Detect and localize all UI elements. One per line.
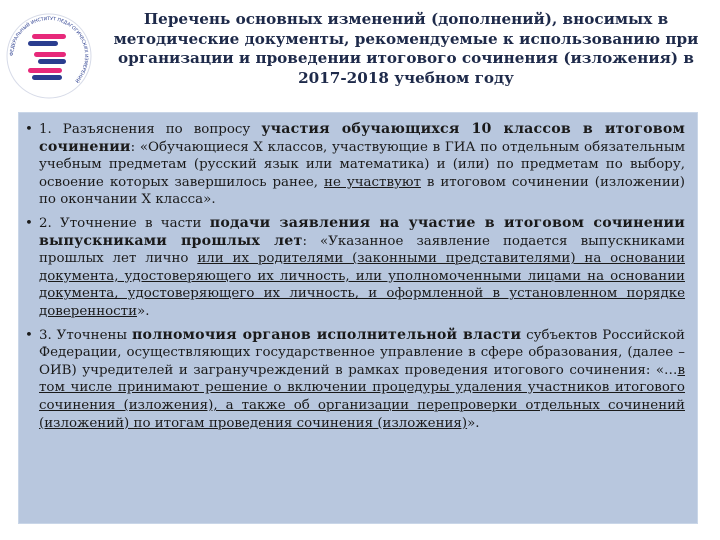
underlined-text: не участвуют	[324, 174, 421, 190]
emphasis-text: полномочия органов исполнительной власти	[131, 326, 522, 343]
item-text: Уточнены	[51, 327, 132, 343]
item-text: ».	[467, 415, 480, 431]
list-item	[25, 121, 686, 209]
item-text: Разъяснения по вопросу	[51, 122, 262, 137]
logo-stripe	[32, 34, 66, 39]
institute-logo	[4, 8, 94, 104]
emphasis-text: подачи заявления на участие в итоговом сочинении выпускниками прошлых лет	[39, 214, 686, 249]
bullet-icon: •	[25, 215, 33, 231]
item-text: Уточнение в части	[51, 215, 210, 231]
logo-stripe	[28, 41, 58, 46]
logo-emblem	[28, 34, 66, 80]
item-number: 2.	[39, 215, 52, 231]
item-text: в итоговом сочинении (изложении) по окончании X класса».	[39, 174, 686, 208]
underlined-text: или их родителями (законными представителями) на основании документа, удостоверяющего их личность, или уполномоченными лицами на основании документа, удостоверяющего их личность, и оформленной в установленном порядке доверенности	[39, 251, 685, 319]
item-text: : «Указанное заявление подается выпускниками прошлых лет лично	[39, 233, 685, 267]
content-panel	[18, 112, 698, 524]
item-number: 3.	[39, 327, 52, 343]
item-number: 1.	[39, 122, 52, 137]
bullet-icon: •	[25, 327, 33, 343]
logo-caption: ФЕДЕРАЛЬНЫЙ ИНСТИТУТ ПЕДАГОГИЧЕСКИХ ИЗМЕРЕНИЙ	[9, 16, 89, 83]
emphasis-text: участия обучающихся 10 классов в итоговом сочинении	[39, 121, 686, 155]
logo-stripe	[32, 75, 62, 80]
item-text: : «Обучающиеся X классов, участвующие в ГИА по отдельным обязательным учебным предметам (русский язык или математика) и (или) по предметам по выбору, освоение которых завершилось ранее,	[39, 139, 685, 190]
logo-stripe	[34, 52, 66, 57]
underlined-text: в том числе принимают решение о включении процедуры удаления участников итогового сочинения (изложения), а также об организации перепроверки отдельных сочинений (изложений) по итогам проведения сочинения (изложения)	[39, 362, 685, 431]
list-item	[25, 326, 685, 433]
bullet-list	[25, 121, 686, 432]
page-title: Перечень основных изменений (дополнений), вносимых в методические документы, рекомендуемые к использованию при организации и проведении итогового сочинения (изложения) в 2017-2018 учебном году	[113, 10, 699, 87]
item-text: субъектов Российской Федерации, осуществляющих государственное управление в сфере образования, (далее – ОИВ) учредителей и загранучреждений в рамках проведения итогового сочинения: «…	[39, 327, 685, 378]
logo-stripe	[38, 59, 66, 64]
list-item	[25, 214, 686, 321]
item-text: ».	[137, 303, 150, 319]
slide-header	[0, 0, 720, 110]
bullet-icon: •	[25, 122, 33, 137]
logo-stripe	[28, 68, 62, 73]
